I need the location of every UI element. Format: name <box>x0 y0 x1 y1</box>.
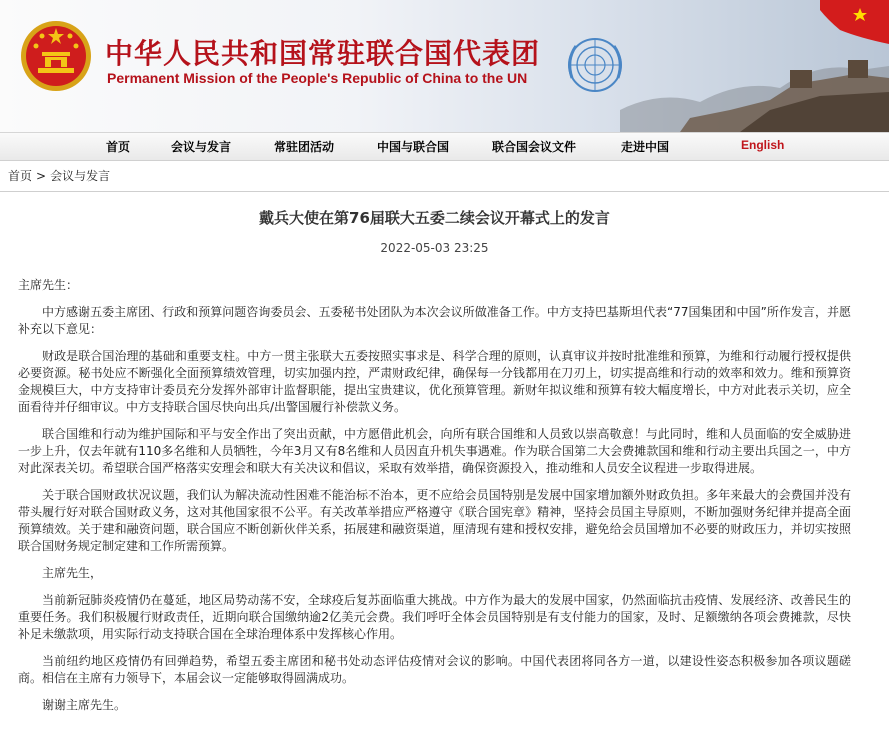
un-emblem-icon <box>562 34 628 96</box>
paragraph: 当前纽约地区疫情仍有回弹趋势，希望五委主席团和秘书处动态评估疫情对会议的影响。中国代表团将同各方一道，以建设性姿态积极参加各项议题磋商。相信在主席有力领导下，本届会议一定能够取得圆满成功。 <box>18 654 851 685</box>
article <box>0 209 889 714</box>
flag-image <box>820 0 889 44</box>
article-title: 戴兵大使在第76届联大五委二续会议开幕式上的发言 <box>259 209 610 227</box>
paragraph: 联合国维和行动为维护国际和平与安全作出了突出贡献，中方愿借此机会，向所有联合国维和人员致以崇高敬意！与此同时，维和人员面临的安全威胁进一步上升，仅去年就有110多名维和人员牺牲，今年3月又有8名维和人员因直升机失事遇难。作为联合国第二大会费摊款国和维和行动主要出兵国之一，中方对此深表关切。希望联合国严格落实安理会和联大有关决议和倡议，采取有效举措，确保资源投入，推动维和人员安全议程进一步取得进展。 <box>18 427 851 475</box>
nav-item-china-un[interactable]: 中国与联合国 <box>377 140 450 154</box>
nav-item-meetings[interactable]: 会议与发言 <box>171 140 232 154</box>
article-date: 2022-05-03 23:25 <box>380 241 489 255</box>
paragraph: 谢谢主席先生。 <box>42 698 127 712</box>
site-title-cn: 中华人民共和国常驻联合国代表团 <box>105 37 541 70</box>
breadcrumb-current[interactable]: 会议与发言 <box>50 169 111 183</box>
site-banner <box>0 0 889 132</box>
nav-item-english[interactable]: English <box>741 138 785 152</box>
paragraph: 财政是联合国治理的基础和重要支柱。中方一贯主张联大五委按照实事求是、科学合理的原则，认真审议并按时批准维和预算，为维和行动履行授权提供必要资源。秘书处应不断强化全面预算绩效管理，切实加强内控，严肃财政纪律，确保每一分钱都用在刀刃上，切实提高维和行动的效率和效力。维和预算资金规模巨大，中方支持审计委员充分发挥外部审计监督职能，提出宝贵建议，优化预算管理。新财年拟议维和预算有较大幅度增长，中方对此表示关切，应全面看待并仔细审议。中方支持联合国尽快向出兵/出警国履行补偿款义务。 <box>18 349 851 414</box>
article-body <box>18 277 851 714</box>
paragraph: 当前新冠肺炎疫情仍在蔓延，地区局势动荡不安，全球疫后复苏面临重大挑战。中方作为最大的发展中国家，仍然面临抗击疫情、发展经济、改善民生的重要任务。我们积极履行财政责任，近期向联合国缴纳逾2亿美元会费。我们呼吁全体会员国特别是有支付能力的国家，及时、足额缴纳各项会费摊款，尽快补足未缴款项，用实际行动支持联合国在全球治理体系中发挥核心作用。 <box>18 593 851 641</box>
paragraph: 中方感谢五委主席团、行政和预算问题咨询委员会、五委秘书处团队为本次会议所做准备工作。中方支持巴基斯坦代表“77国集团和中国”所作发言，并愿补充以下意见： <box>18 305 851 336</box>
nav-item-un-documents[interactable]: 联合国会议文件 <box>492 140 577 154</box>
breadcrumb-separator: > <box>36 169 47 183</box>
main-nav <box>0 132 889 161</box>
great-wall-image <box>620 40 889 132</box>
site-title-en: Permanent Mission of the People's Republic of China to the UN <box>107 70 528 86</box>
paragraph-salutation: 主席先生： <box>18 278 79 292</box>
nav-item-home[interactable]: 首页 <box>106 140 131 154</box>
paragraph: 关于联合国财政状况议题，我们认为解决流动性困难不能治标不治本，更不应给会员国特别是发展中国家增加额外财政负担。多年来最大的会费国并没有带头履行好对联合国财政义务，这对其他国家很不公平。有关改革举措应严格遵守《联合国宪章》精神，坚持会员国主导原则，不断加强财务纪律并提高全面预算绩效。关于建和融资问题，联合国应不断创新伙伴关系，拓展建和融资渠道，厘清现有建和授权安排，避免给会员国增加不必要的财政压力，并切实按照联合国财务规定制定建和工作所需预算。 <box>18 488 851 553</box>
breadcrumb-home[interactable]: 首页 <box>8 169 33 183</box>
national-emblem-icon <box>20 20 92 92</box>
paragraph: 主席先生， <box>42 566 103 580</box>
nav-item-china[interactable]: 走进中国 <box>621 140 670 154</box>
breadcrumb <box>0 161 889 192</box>
nav-item-mission-activities[interactable]: 常驻团活动 <box>274 140 335 154</box>
